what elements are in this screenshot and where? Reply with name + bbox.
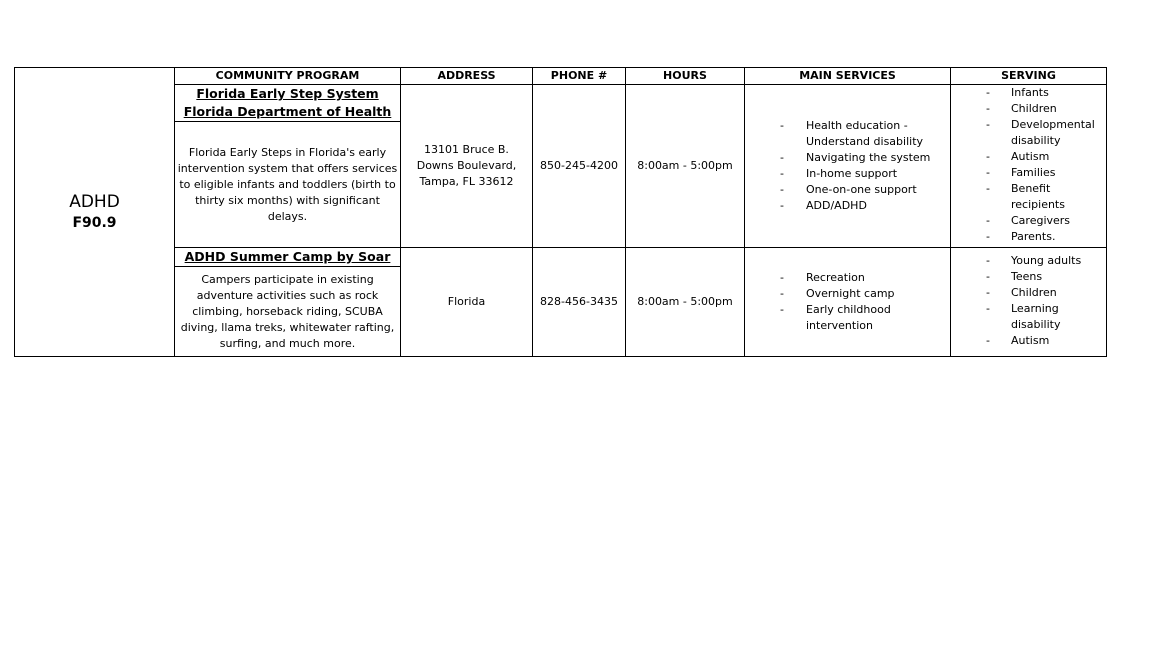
list-item: - Overnight camp [745, 286, 950, 302]
list-item: - Learning disability [951, 301, 1106, 333]
list-item: - In-home support [745, 166, 950, 182]
program-phone: 850-245-4200 [533, 85, 626, 248]
program-hours: 8:00am - 5:00pm [626, 85, 745, 248]
services-list [745, 270, 950, 334]
program-hours: 8:00am - 5:00pm [626, 248, 745, 357]
serving-list [951, 253, 1106, 349]
list-item: - Early childhood intervention [745, 302, 950, 334]
diagnosis-code: F90.9 [72, 215, 117, 231]
header-phone: PHONE # [533, 68, 626, 85]
list-item: - Infants [951, 85, 1106, 101]
program-services [745, 248, 951, 357]
list-item: - Parents. [951, 229, 1106, 245]
list-item: - Benefit recipients [951, 181, 1106, 213]
list-item: - Families [951, 165, 1106, 181]
list-item: - Autism [951, 149, 1106, 165]
list-item: - One-on-one support [745, 182, 950, 198]
serving-list [951, 85, 1106, 245]
program-serving [951, 248, 1107, 357]
program-address [401, 85, 533, 248]
list-item: - Health education - Understand disability [745, 118, 950, 150]
list-item: - Young adults [951, 253, 1106, 269]
list-item: - Children [951, 285, 1106, 301]
header-row [15, 68, 1107, 85]
list-item: - ADD/ADHD [745, 198, 950, 214]
program-name: Florida Early Step System Florida Department of Health [175, 85, 401, 122]
diagnosis-name: ADHD [69, 192, 120, 212]
program-phone: 828-456-3435 [533, 248, 626, 357]
header-services: MAIN SERVICES [745, 68, 951, 85]
address-text: 13101 Bruce B. Downs Boulevard, Tampa, FL 33612 [416, 143, 517, 188]
list-item: - Caregivers [951, 213, 1106, 229]
list-item: - Recreation [745, 270, 950, 286]
program-description: Florida Early Steps in Florida's early intervention system that offers services to eligible infants and toddlers (birth to thirty six months) with significant delays. [175, 122, 401, 248]
program-address: Florida [401, 248, 533, 357]
services-list [745, 118, 950, 214]
header-hours: HOURS [626, 68, 745, 85]
program-serving [951, 85, 1107, 248]
program-name: ADHD Summer Camp by Soar [175, 248, 401, 267]
list-item: - Autism [951, 333, 1106, 349]
diagnosis-cell [15, 68, 175, 357]
list-item: - Teens [951, 269, 1106, 285]
list-item: - Navigating the system [745, 150, 950, 166]
program-services [745, 85, 951, 248]
list-item: - Children [951, 101, 1106, 117]
program-description: Campers participate in existing adventure activities such as rock climbing, horseback riding, SCUBA diving, llama treks, whitewater rafting, surfing, and much more. [175, 267, 401, 357]
header-serving: SERVING [951, 68, 1107, 85]
program-1-name-row [15, 85, 1107, 122]
list-item: - Developmental disability [951, 117, 1106, 149]
program-2-name-row [15, 248, 1107, 267]
resource-table [14, 67, 1107, 357]
header-address: ADDRESS [401, 68, 533, 85]
header-program: COMMUNITY PROGRAM [175, 68, 401, 85]
